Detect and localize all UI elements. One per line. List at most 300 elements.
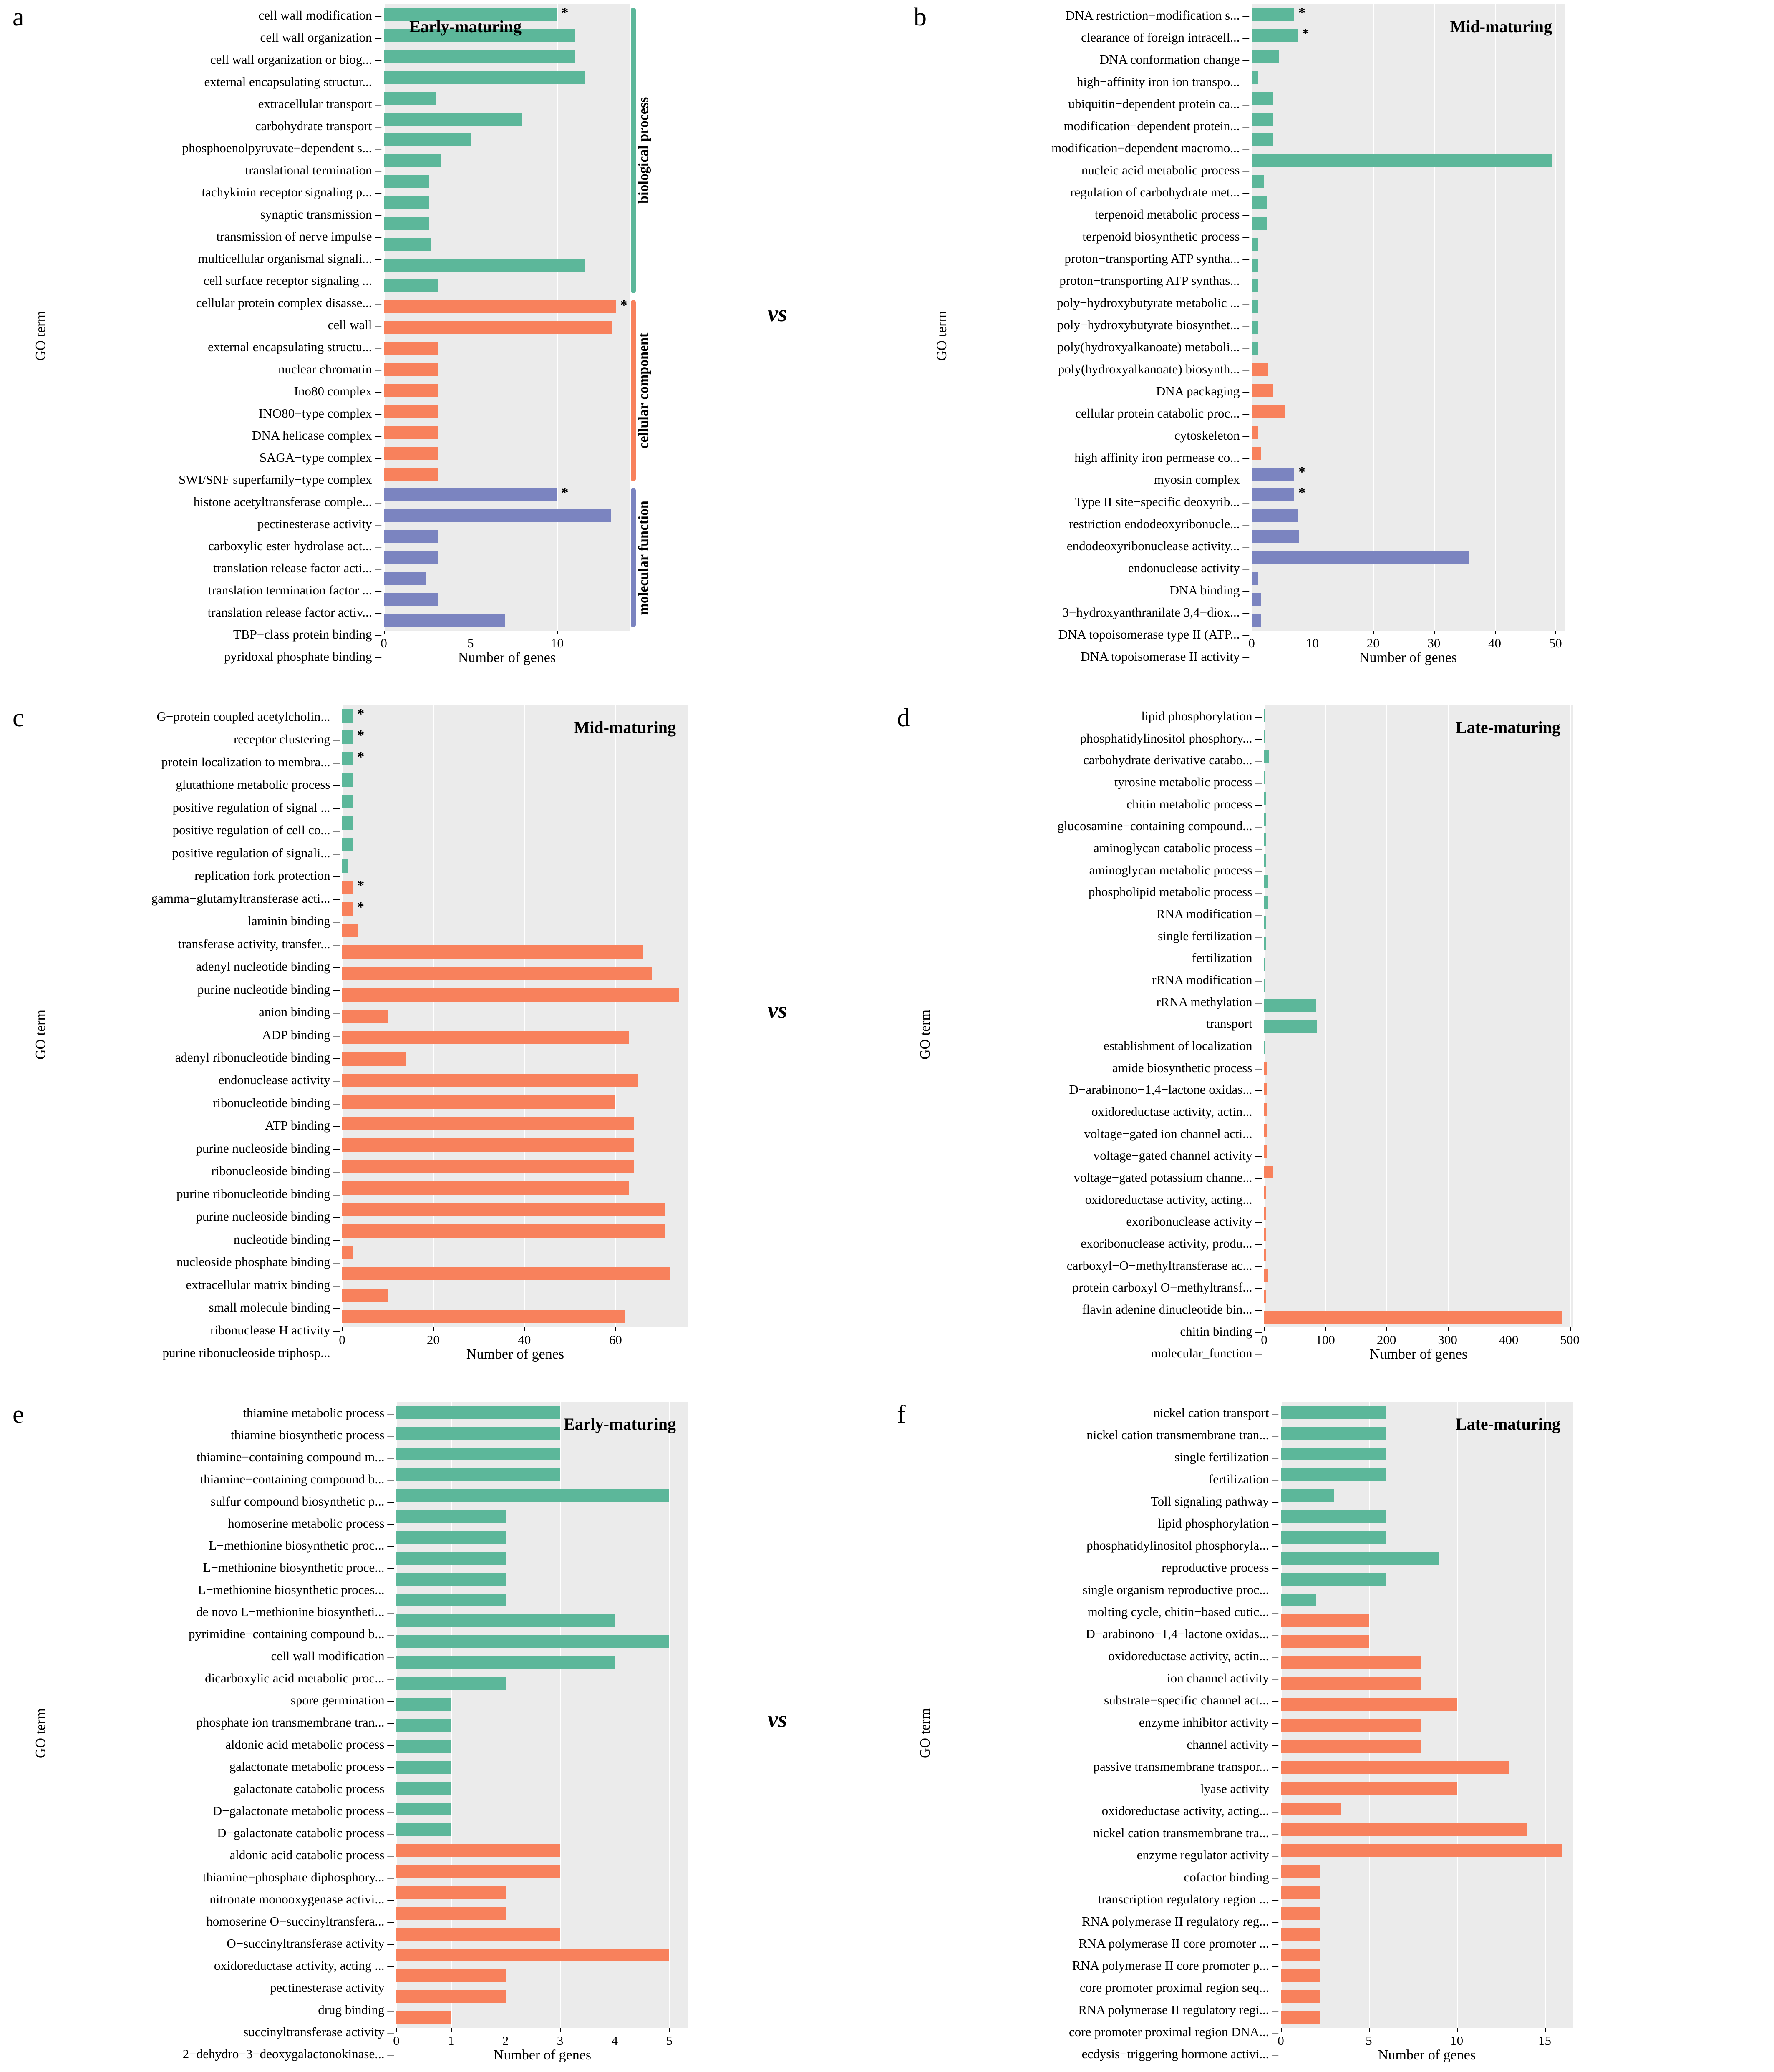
y-tick-label: histone acetyltransferase comple... – <box>193 494 381 509</box>
bar <box>342 1031 629 1045</box>
bar <box>1281 1677 1421 1690</box>
y-tick-label: G−protein coupled acetylcholin... – <box>156 709 340 724</box>
ontology-group-label: biological process <box>636 97 651 204</box>
bar <box>342 1052 406 1066</box>
bar <box>384 50 575 63</box>
bar-row <box>1252 108 1565 129</box>
x-axis <box>1248 631 1565 650</box>
bar <box>384 133 471 146</box>
bar <box>1252 426 1258 439</box>
y-tick-labels <box>50 4 384 667</box>
bar <box>1252 217 1267 230</box>
y-tick-label: RNA polymerase II core promoter p... – <box>1072 1958 1278 1973</box>
plot-area <box>342 705 688 1327</box>
bar <box>342 881 353 894</box>
bar <box>342 1246 353 1259</box>
bar-row <box>1281 1840 1573 1861</box>
x-tick-label: 0 <box>1261 1332 1268 1347</box>
panel-title: Mid-maturing <box>1450 17 1552 36</box>
bar <box>396 1969 506 1982</box>
significance-star: * <box>1298 485 1305 501</box>
bar-row <box>396 1485 688 1506</box>
bar-row <box>396 1715 688 1736</box>
ontology-group-biological-process <box>631 8 653 293</box>
bar <box>1252 133 1273 146</box>
y-tick-label: 2−dehydro−3−deoxygalactonokinase... – <box>182 2047 394 2061</box>
bar-row <box>384 401 630 422</box>
y-tick-label: enzyme inhibitor activity – <box>1139 1715 1278 1730</box>
bar <box>1252 342 1258 355</box>
x-tick-label: 4 <box>611 2033 618 2048</box>
bar-row <box>1252 463 1565 484</box>
bar <box>1264 1103 1267 1116</box>
bar-row <box>342 812 688 833</box>
bar-row <box>1264 1120 1573 1141</box>
bar <box>1252 551 1469 564</box>
bar <box>1281 1531 1386 1544</box>
y-tick-label: chitin metabolic process – <box>1126 796 1262 811</box>
ontology-group-label: cellular component <box>636 332 651 449</box>
bar <box>384 175 429 188</box>
y-tick-label: poly−hydroxybutyrate metabolic ... – <box>1057 295 1249 310</box>
bar-row <box>384 422 630 443</box>
y-tick-label: voltage−gated potassium channe... – <box>1073 1170 1262 1185</box>
bar-row <box>396 1569 688 1590</box>
bar-row <box>1281 1966 1573 1986</box>
bar <box>1252 8 1294 21</box>
bar <box>1281 1406 1386 1419</box>
y-tick-label: DNA binding – <box>1169 583 1249 597</box>
bar-row <box>1252 526 1565 547</box>
y-tick-label: ecdysis−triggering hormone activi... – <box>1081 2047 1278 2061</box>
y-tick-label: tachykinin receptor signaling p... – <box>202 185 381 199</box>
y-tick-labels <box>50 1402 396 2065</box>
plot-area <box>384 4 630 631</box>
bar-row <box>342 984 688 1005</box>
bar <box>1281 1594 1316 1606</box>
y-tick-label: carboxylic ester hydrolase act... – <box>208 539 381 553</box>
bar <box>384 363 438 376</box>
y-tick-label: de novo L−methionine biosyntheti... – <box>196 1604 394 1619</box>
y-tick-label: cell wall modification – <box>271 1649 394 1663</box>
y-tick-label: multicellular organismal signali... – <box>198 251 381 266</box>
chart-c <box>32 705 688 1364</box>
bar-row <box>342 1284 688 1306</box>
bar <box>342 709 353 723</box>
y-tick-label: single fertilization – <box>1174 1450 1278 1464</box>
x-tick-mark <box>1264 1327 1265 1331</box>
y-tick-label: substrate−specific channel act... – <box>1104 1693 1278 1707</box>
bar-row <box>1252 234 1565 255</box>
y-tick-label: transmission of nerve impulse – <box>216 229 381 244</box>
bar-row <box>1264 975 1573 996</box>
bar <box>396 1406 560 1419</box>
bar <box>342 902 353 916</box>
bar <box>1252 154 1552 167</box>
y-tick-label: terpenoid metabolic process – <box>1094 207 1249 222</box>
panel-letter-f: f <box>897 1400 906 1429</box>
panel-letter-b: b <box>914 3 927 31</box>
bar-row <box>1281 1611 1573 1631</box>
y-tick-label: DNA restriction−modification s... – <box>1065 8 1249 23</box>
x-tick-label: 10 <box>550 636 564 650</box>
y-tick-label: modification−dependent protein... – <box>1063 118 1249 133</box>
y-tick-label: phospholipid metabolic process – <box>1088 884 1262 899</box>
bar-row <box>1264 809 1573 830</box>
plot-area <box>1252 4 1565 631</box>
bar <box>1264 854 1266 867</box>
significance-star: * <box>357 728 365 743</box>
y-tick-label: thiamine−phosphate diphosphory... – <box>202 1870 394 1884</box>
chart-d <box>916 705 1580 1364</box>
bar <box>1264 771 1265 784</box>
bar-row <box>1264 1203 1573 1224</box>
y-tick-label: INO80−type complex – <box>259 406 381 420</box>
bar <box>396 1782 451 1795</box>
y-tick-label: translational termination – <box>245 163 381 177</box>
y-tick-label: replication fork protection – <box>194 868 340 883</box>
bar <box>342 988 679 1002</box>
bar-row <box>1281 1590 1573 1611</box>
bar-row <box>1264 1016 1573 1037</box>
bar <box>1252 321 1258 334</box>
bar <box>1252 509 1298 522</box>
x-tick-mark <box>1570 1327 1571 1331</box>
y-tick-label: glucosamine−containing compound... – <box>1057 818 1262 833</box>
bar-row <box>396 1819 688 1840</box>
y-tick-label: synaptic transmission – <box>260 207 381 222</box>
bar <box>1264 875 1268 888</box>
bar-row <box>342 1091 688 1113</box>
y-tick-label: galactonate catabolic process – <box>234 1781 394 1796</box>
y-tick-label: drug binding – <box>318 2002 394 2017</box>
bar-row <box>1264 1161 1573 1182</box>
bar <box>396 1677 506 1690</box>
bar <box>396 1448 560 1460</box>
bar <box>1281 1907 1320 1920</box>
x-tick-label: 2 <box>502 2033 509 2048</box>
y-tick-label: enzyme regulator activity – <box>1136 1848 1278 1862</box>
significance-star: * <box>1298 464 1305 480</box>
significance-star: * <box>1298 5 1305 21</box>
y-tick-label: Type II site−specific deoxyrib... – <box>1074 494 1249 509</box>
bar <box>342 730 353 744</box>
bar-row <box>1264 1286 1573 1307</box>
bar <box>384 488 557 501</box>
y-tick-label: thiamine metabolic process – <box>243 1405 394 1420</box>
bar-row <box>1264 954 1573 975</box>
bar-row <box>1281 1757 1573 1777</box>
x-tick-mark <box>1325 1327 1326 1331</box>
y-tick-label: extracellular transport – <box>258 96 381 111</box>
y-tick-label: core promoter proximal region seq... – <box>1079 1980 1278 1995</box>
bar <box>1281 2011 1320 2024</box>
x-tick-mark <box>342 1327 343 1331</box>
bar <box>1252 530 1299 543</box>
x-axis <box>1278 2028 1573 2048</box>
y-tick-label: fertilization – <box>1192 950 1262 965</box>
y-tick-labels <box>50 705 342 1364</box>
y-tick-label: nucleic acid metabolic process – <box>1081 163 1249 177</box>
y-tick-label: purine nucleoside binding – <box>196 1140 340 1156</box>
bar <box>342 1010 388 1023</box>
y-tick-label: reproductive process – <box>1162 1560 1278 1575</box>
bar-row <box>342 1241 688 1263</box>
bar <box>384 509 611 522</box>
bar-row <box>1281 1986 1573 2007</box>
bar-row <box>384 484 630 505</box>
bar-row <box>1281 1464 1573 1485</box>
x-tick-mark <box>1434 631 1435 634</box>
bar-row <box>342 855 688 876</box>
y-tick-label: homoserine O−succinyltransfera... – <box>206 1914 394 1928</box>
chart-e <box>32 1402 688 2065</box>
bar-row <box>1281 1924 1573 1945</box>
bar <box>1281 1803 1341 1815</box>
x-tick-mark <box>1555 631 1556 634</box>
y-tick-label: carboxyl−O−methyltransferase ac... – <box>1066 1258 1262 1273</box>
y-tick-label: dicarboxylic acid metabolic proc... – <box>205 1671 394 1685</box>
bar <box>1252 29 1298 42</box>
bar <box>1281 1635 1369 1648</box>
bar <box>396 1510 506 1523</box>
x-tick-label: 100 <box>1315 1332 1335 1347</box>
y-tick-label: DNA conformation change – <box>1099 52 1249 67</box>
bar-row <box>384 589 630 610</box>
bar-row <box>384 526 630 547</box>
bar <box>384 426 438 439</box>
y-tick-label: proton−transporting ATP syntha... – <box>1064 251 1249 266</box>
bar-row <box>1281 1819 1573 1840</box>
y-tick-label: purine ribonucleoside triphosp... – <box>162 1345 340 1360</box>
y-tick-label: L−methionine biosynthetic proces... – <box>198 1582 394 1597</box>
bar-row <box>1252 484 1565 505</box>
bar <box>1252 614 1261 627</box>
bar <box>396 1614 615 1627</box>
bar-row <box>384 443 630 463</box>
y-tick-label: clearance of foreign intracell... – <box>1081 30 1249 45</box>
bar-row <box>384 46 630 67</box>
y-tick-label: lipid phosphorylation – <box>1158 1516 1278 1531</box>
bar-row <box>1252 129 1565 150</box>
y-tick-labels <box>935 1402 1281 2065</box>
y-tick-label: cell wall modification – <box>258 8 381 23</box>
bar <box>1281 1719 1421 1732</box>
bar <box>384 279 438 292</box>
y-tick-label: poly(hydroxyalkanoate) biosynth... – <box>1058 362 1249 376</box>
bar <box>1252 447 1261 460</box>
bar <box>396 1740 451 1753</box>
bar-row <box>1281 1673 1573 1694</box>
x-tick-label: 3 <box>557 2033 564 2048</box>
y-tick-label: modification−dependent macromo... – <box>1051 141 1249 155</box>
bar-row <box>1252 359 1565 380</box>
bar-row <box>1252 547 1565 568</box>
bar <box>342 816 353 830</box>
y-tick-label: 3−hydroxyanthranilate 3,4−diox... – <box>1062 605 1249 619</box>
bar-row <box>384 213 630 234</box>
significance-star: * <box>357 878 365 894</box>
bar <box>1281 1614 1369 1627</box>
bar-row <box>1252 506 1565 526</box>
panel-letter-d: d <box>897 704 910 732</box>
y-tick-label: single fertilization – <box>1158 928 1262 943</box>
bar <box>1252 175 1264 188</box>
bar <box>342 1074 638 1087</box>
bar-row <box>396 1757 688 1777</box>
bar <box>1281 1782 1457 1795</box>
bar-row <box>1281 1798 1573 1819</box>
bar-row <box>396 1777 688 1798</box>
bar <box>1264 1041 1265 1054</box>
bar-row <box>1252 213 1565 234</box>
y-tick-label: molecular_function – <box>1151 1346 1262 1361</box>
y-tick-label: pectinesterase activity – <box>270 1980 394 1995</box>
bar <box>384 405 438 418</box>
y-tick-label: nickel cation transport – <box>1153 1405 1278 1420</box>
y-tick-label: purine nucleotide binding – <box>197 982 340 997</box>
y-tick-label: cell wall organization or biog... – <box>210 52 381 67</box>
bar <box>396 1907 506 1920</box>
bar <box>342 1310 625 1323</box>
y-tick-label: L−methionine biosynthetic proce... – <box>203 1560 394 1575</box>
bar <box>1264 1228 1266 1241</box>
y-axis-label: GO term <box>917 1010 933 1060</box>
x-tick-mark <box>396 2028 397 2032</box>
bar-row <box>342 877 688 898</box>
y-tick-label: single organism reproductive proc... – <box>1082 1582 1278 1597</box>
bar-row <box>342 1263 688 1284</box>
bar <box>1252 593 1261 606</box>
y-tick-label: endonuclease activity – <box>1128 561 1249 575</box>
panel-title: Late-maturing <box>1455 718 1560 737</box>
bar-row <box>1252 88 1565 108</box>
bar-row <box>1281 1736 1573 1757</box>
bar-row <box>384 88 630 108</box>
bar <box>342 859 348 873</box>
bar-row <box>1264 1224 1573 1244</box>
bar <box>396 1803 451 1815</box>
x-tick-label: 40 <box>1488 636 1502 650</box>
y-tick-label: succinyltransferase activity – <box>243 2024 394 2039</box>
y-tick-label: thiamine−containing compound m... – <box>196 1450 394 1464</box>
bar <box>1281 1427 1386 1440</box>
bar-row <box>1264 1265 1573 1286</box>
bar-row <box>342 1134 688 1156</box>
bar <box>384 238 431 251</box>
bar <box>396 1823 451 1836</box>
bar <box>1264 1166 1273 1178</box>
bar <box>1252 50 1279 63</box>
bar <box>396 1594 506 1606</box>
bar-row <box>396 1673 688 1694</box>
bar <box>396 1552 506 1565</box>
bar-row <box>1252 192 1565 213</box>
y-tick-label: aldonic acid catabolic process – <box>229 1848 394 1862</box>
y-tick-label: spore germination – <box>290 1693 394 1707</box>
bar <box>1264 833 1266 846</box>
bar <box>396 1886 506 1899</box>
panel-e <box>13 1402 688 2065</box>
ontology-annotation-bars <box>631 4 680 631</box>
panel-letter-c: c <box>13 704 24 732</box>
y-tick-label: RNA polymerase II regulatory reg... – <box>1081 1914 1278 1928</box>
y-tick-label: cell wall organization – <box>260 30 381 45</box>
bar-row <box>384 108 630 129</box>
vs-label: vs <box>768 997 787 1023</box>
bar-row <box>384 297 630 317</box>
y-axis-label: GO term <box>33 1708 48 1758</box>
x-tick-label: 5 <box>467 636 474 650</box>
x-tick-label: 10 <box>1450 2033 1464 2048</box>
x-tick-mark <box>451 2028 452 2032</box>
bar-row <box>384 506 630 526</box>
x-axis-label: Number of genes <box>493 2047 592 2063</box>
y-tick-label: extracellular matrix binding – <box>186 1277 340 1292</box>
bar <box>1252 279 1258 292</box>
bar-row <box>1264 933 1573 954</box>
bar <box>1252 259 1258 272</box>
y-tick-label: DNA topoisomerase II activity – <box>1081 649 1249 664</box>
y-tick-label: RNA modification – <box>1156 906 1262 921</box>
bar <box>1281 1949 1320 1961</box>
bar-row <box>1252 317 1565 338</box>
y-tick-label: aminoglycan catabolic process – <box>1094 840 1262 855</box>
bar <box>1252 92 1273 105</box>
y-tick-label: regulation of carbohydrate met... – <box>1070 185 1249 199</box>
y-axis-label: GO term <box>934 311 950 361</box>
bar-row <box>342 748 688 769</box>
y-tick-label: tyrosine metabolic process – <box>1114 774 1262 789</box>
y-tick-label: core promoter proximal region DNA... – <box>1068 2024 1278 2039</box>
bar-row <box>384 463 630 484</box>
bar <box>1252 363 1268 376</box>
bar <box>1281 1448 1386 1460</box>
bar-row <box>1281 1506 1573 1527</box>
bar-row <box>1264 1244 1573 1265</box>
bar-row <box>384 317 630 338</box>
y-tick-label: ATP binding – <box>265 1118 340 1133</box>
y-tick-label: thiamine biosynthetic process – <box>231 1427 394 1442</box>
bar-row <box>1252 255 1565 276</box>
y-tick-label: fertilization – <box>1208 1472 1278 1486</box>
bar <box>1281 1468 1386 1481</box>
y-tick-label: oxidoreductase activity, acting... – <box>1101 1803 1278 1818</box>
y-tick-label: D−galactonate catabolic process – <box>217 1825 394 1840</box>
x-tick-label: 40 <box>518 1332 531 1347</box>
y-tick-label: purine ribonucleotide binding – <box>176 1186 340 1201</box>
y-tick-label: aldonic acid metabolic process – <box>225 1737 394 1752</box>
bar <box>384 217 429 230</box>
bar <box>1264 979 1265 992</box>
y-tick-label: nucleoside phosphate binding – <box>176 1254 340 1269</box>
bar-row <box>342 1027 688 1048</box>
bar <box>342 924 358 937</box>
y-tick-label: pectinesterase activity – <box>257 516 381 531</box>
bar-row <box>396 1903 688 1924</box>
bar-row <box>396 1966 688 1986</box>
significance-star: * <box>620 297 627 313</box>
ontology-color-bar <box>631 8 636 293</box>
vs-label: vs <box>768 1707 787 1732</box>
y-tick-label: transcription regulatory region ... – <box>1098 1892 1278 1906</box>
x-tick-mark <box>433 1327 434 1331</box>
y-tick-label: D−galactonate metabolic process – <box>212 1803 394 1818</box>
y-tick-label: lyase activity – <box>1200 1781 1278 1796</box>
y-tick-label: D−arabinono−1,4−lactone oxidas... – <box>1086 1626 1278 1641</box>
bar-row <box>1281 1694 1573 1715</box>
bar <box>342 1203 665 1216</box>
